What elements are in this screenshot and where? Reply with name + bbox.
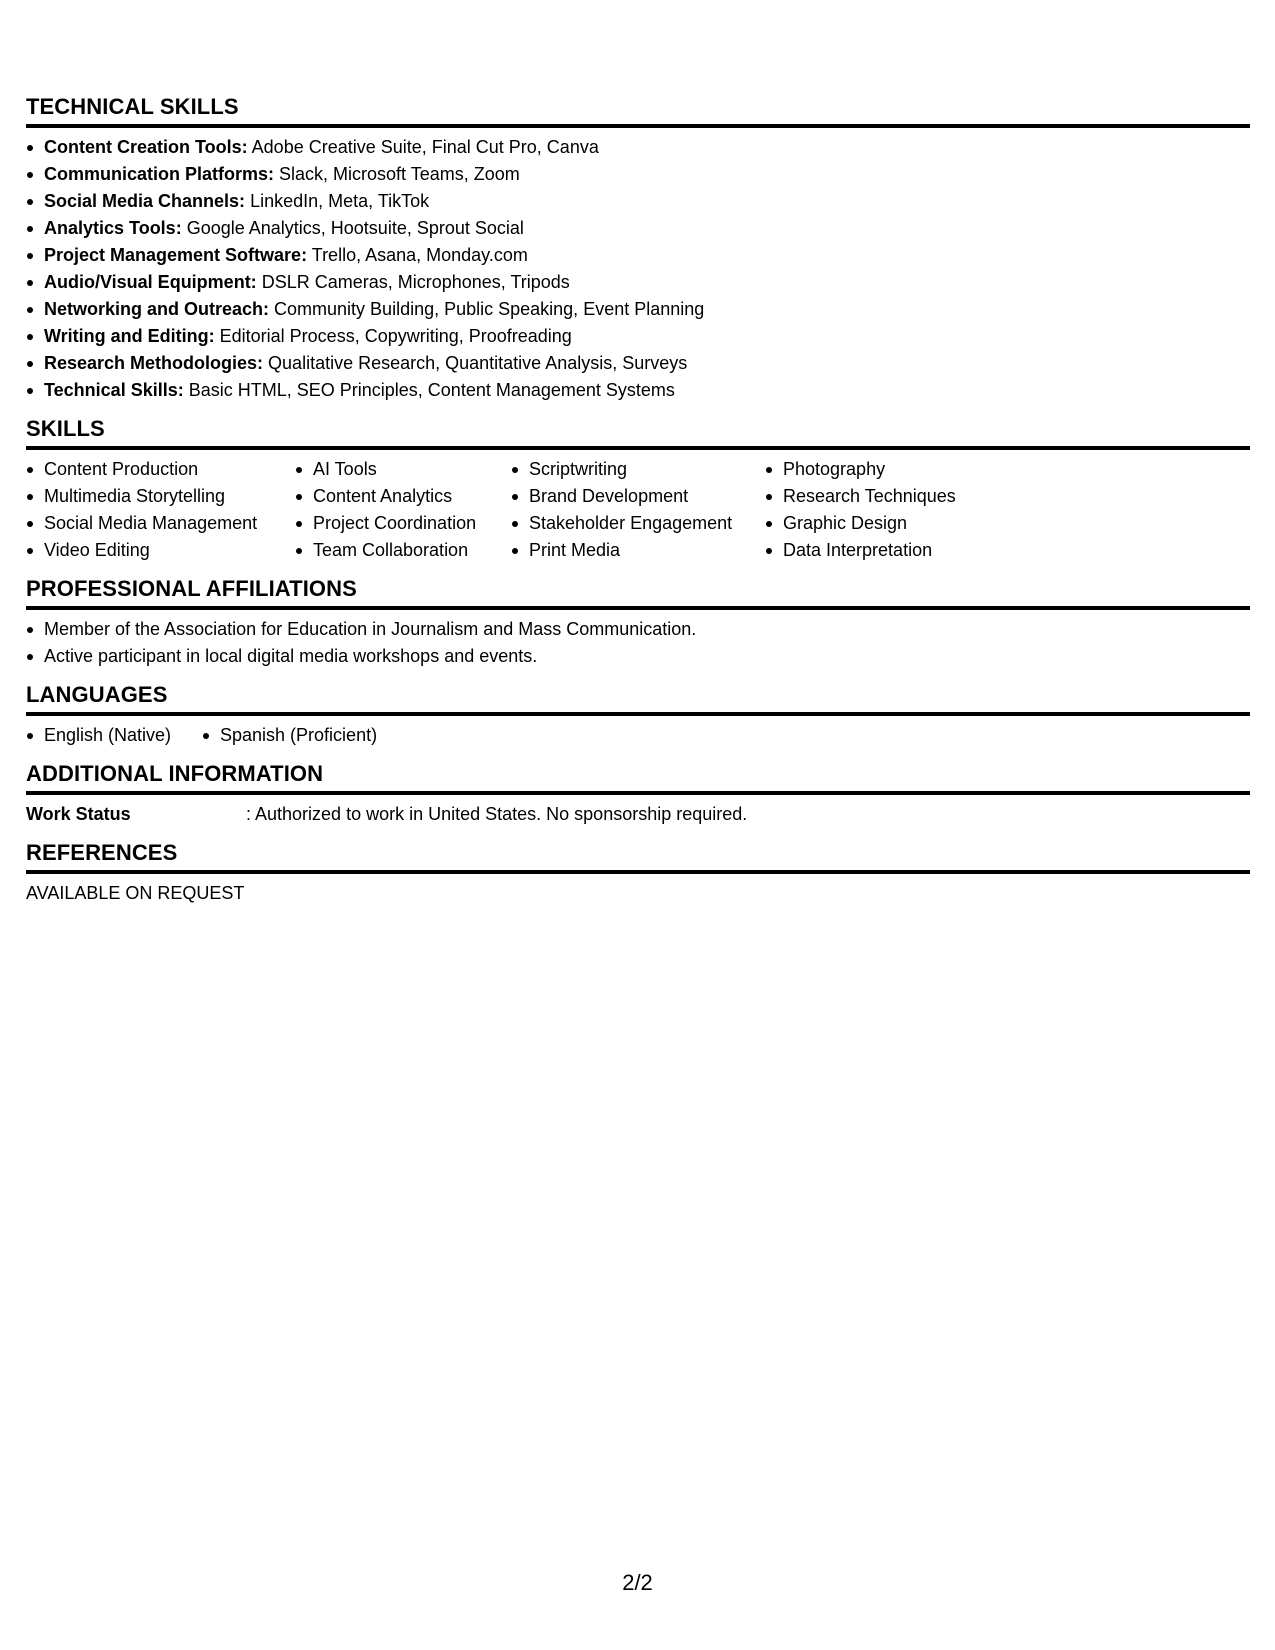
list-item xyxy=(26,350,1250,377)
item-value: Basic HTML, SEO Principles, Content Management Systems xyxy=(183,380,675,400)
technical-skills-section xyxy=(26,94,1250,404)
skills-column-2 xyxy=(295,456,511,564)
list-item: Scriptwriting xyxy=(511,456,765,483)
technical-skills-list xyxy=(26,134,1250,404)
item-label: Audio/Visual Equipment: xyxy=(44,272,257,292)
section-title-languages: LANGUAGES xyxy=(26,682,1250,716)
list-item: Spanish (Proficient) xyxy=(202,722,377,749)
skills-column-3 xyxy=(511,456,765,564)
work-status-row xyxy=(26,801,1250,828)
item-label: Communication Platforms: xyxy=(44,164,275,184)
item-value: DSLR Cameras, Microphones, Tripods xyxy=(256,272,570,292)
skills-grid xyxy=(26,456,1250,564)
list-item: Video Editing xyxy=(26,537,295,564)
section-title-technical-skills: TECHNICAL SKILLS xyxy=(26,94,1250,128)
list-item: AI Tools xyxy=(295,456,511,483)
list-item: Social Media Management xyxy=(26,510,295,537)
list-item xyxy=(26,296,1250,323)
list-item xyxy=(26,188,1250,215)
resume-page xyxy=(26,94,1250,919)
list-item xyxy=(26,269,1250,296)
item-value: LinkedIn, Meta, TikTok xyxy=(245,191,430,211)
additional-info-section xyxy=(26,761,1250,828)
list-item: Data Interpretation xyxy=(765,537,1025,564)
item-label: Research Methodologies: xyxy=(44,353,264,373)
list-item: Project Coordination xyxy=(295,510,511,537)
references-text: AVAILABLE ON REQUEST xyxy=(26,883,245,903)
skills-column-1 xyxy=(26,456,295,564)
list-item: Stakeholder Engagement xyxy=(511,510,765,537)
skills-section xyxy=(26,416,1250,564)
list-item xyxy=(26,161,1250,188)
item-value: Trello, Asana, Monday.com xyxy=(307,245,528,265)
item-value: Qualitative Research, Quantitative Analysis, Surveys xyxy=(263,353,688,373)
item-value: Google Analytics, Hootsuite, Sprout Social xyxy=(181,218,524,238)
list-item: Multimedia Storytelling xyxy=(26,483,295,510)
languages-list xyxy=(26,722,1250,749)
list-item xyxy=(26,377,1250,404)
list-item: Member of the Association for Education in Journalism and Mass Communication. xyxy=(26,616,1250,643)
languages-column-1 xyxy=(26,722,202,749)
languages-column-2 xyxy=(202,722,377,749)
list-item xyxy=(26,242,1250,269)
languages-section xyxy=(26,682,1250,749)
item-label: Project Management Software: xyxy=(44,245,308,265)
list-item: Photography xyxy=(765,456,1025,483)
list-item: Research Techniques xyxy=(765,483,1025,510)
list-item xyxy=(26,323,1250,350)
affiliations-list xyxy=(26,616,1250,670)
section-title-skills: SKILLS xyxy=(26,416,1250,450)
list-item xyxy=(26,134,1250,161)
work-status-label: Work Status xyxy=(26,804,131,824)
list-item: Content Analytics xyxy=(295,483,511,510)
list-item: Active participant in local digital media workshops and events. xyxy=(26,643,1250,670)
section-title-references: REFERENCES xyxy=(26,840,1250,874)
references-section xyxy=(26,840,1250,907)
item-label: Technical Skills: xyxy=(44,380,184,400)
item-value: Adobe Creative Suite, Final Cut Pro, Canva xyxy=(247,137,599,157)
item-label: Analytics Tools: xyxy=(44,218,182,238)
item-label: Networking and Outreach: xyxy=(44,299,270,319)
item-label: Content Creation Tools: xyxy=(44,137,248,157)
section-title-additional-info: ADDITIONAL INFORMATION xyxy=(26,761,1250,795)
list-item: Content Production xyxy=(26,456,295,483)
work-status-value: : Authorized to work in United States. No sponsorship required. xyxy=(246,804,748,824)
item-value: Community Building, Public Speaking, Event Planning xyxy=(269,299,705,319)
item-value: Editorial Process, Copywriting, Proofreading xyxy=(214,326,572,346)
section-title-affiliations: PROFESSIONAL AFFILIATIONS xyxy=(26,576,1250,610)
item-label: Social Media Channels: xyxy=(44,191,246,211)
list-item: Brand Development xyxy=(511,483,765,510)
list-item: English (Native) xyxy=(26,722,202,749)
list-item xyxy=(26,215,1250,242)
page-number: 2/2 xyxy=(622,1570,653,1595)
item-value: Slack, Microsoft Teams, Zoom xyxy=(274,164,520,184)
skills-column-4 xyxy=(765,456,1025,564)
item-label: Writing and Editing: xyxy=(44,326,215,346)
list-item: Print Media xyxy=(511,537,765,564)
affiliations-section xyxy=(26,576,1250,670)
list-item: Team Collaboration xyxy=(295,537,511,564)
list-item: Graphic Design xyxy=(765,510,1025,537)
